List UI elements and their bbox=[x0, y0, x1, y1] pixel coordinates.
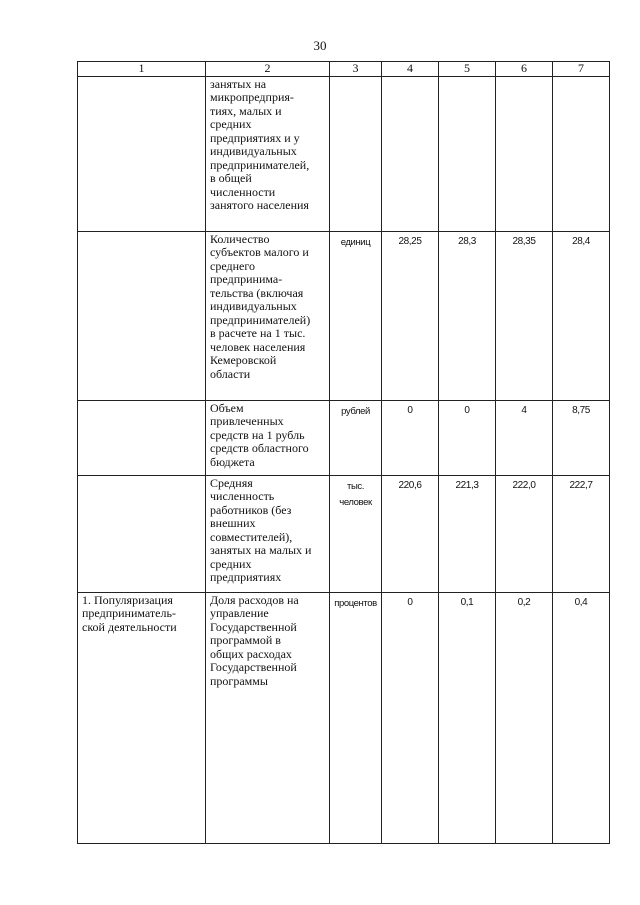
value-cell-7: 222,7 bbox=[553, 475, 610, 592]
unit-cell: процентов bbox=[330, 592, 382, 843]
value-cell-5 bbox=[439, 76, 496, 231]
value-cell-6: 0,2 bbox=[496, 592, 553, 843]
value-cell-4: 28,25 bbox=[382, 231, 439, 400]
program-cell bbox=[78, 400, 206, 475]
table-row bbox=[78, 76, 610, 231]
value-cell-4 bbox=[382, 76, 439, 231]
program-cell bbox=[78, 76, 206, 231]
value-cell-5: 221,3 bbox=[439, 475, 496, 592]
header-row bbox=[78, 62, 610, 77]
value-cell-4: 0 bbox=[382, 592, 439, 843]
value-cell-6: 4 bbox=[496, 400, 553, 475]
table-row bbox=[78, 231, 610, 400]
unit-cell: единиц bbox=[330, 231, 382, 400]
value-cell-7 bbox=[553, 76, 610, 231]
value-cell-4: 220,6 bbox=[382, 475, 439, 592]
table-row bbox=[78, 475, 610, 592]
program-cell: 1. Популяризация предприниматель- ской деятельности bbox=[78, 592, 206, 843]
value-cell-6 bbox=[496, 76, 553, 231]
value-cell-7: 8,75 bbox=[553, 400, 610, 475]
program-cell bbox=[78, 231, 206, 400]
indicators-table bbox=[77, 61, 610, 844]
value-cell-5: 0,1 bbox=[439, 592, 496, 843]
indicator-cell: Доля расходов на управление Государственной программой в общих расходах Государственной программы bbox=[206, 592, 330, 843]
value-cell-6: 222,0 bbox=[496, 475, 553, 592]
unit-cell bbox=[330, 76, 382, 231]
value-cell-5: 28,3 bbox=[439, 231, 496, 400]
indicator-cell: Объем привлеченных средств на 1 рубль средств областного бюджета bbox=[206, 400, 330, 475]
value-cell-4: 0 bbox=[382, 400, 439, 475]
column-header-7: 7 bbox=[553, 62, 610, 77]
value-cell-5: 0 bbox=[439, 400, 496, 475]
indicator-cell: Средняя численность работников (без внешних совместителей), занятых на малых и средних предприятиях bbox=[206, 475, 330, 592]
unit-cell: тыс. человек bbox=[330, 475, 382, 592]
page-number: 30 bbox=[313, 38, 327, 53]
column-header-2: 2 bbox=[206, 62, 330, 77]
indicator-cell: занятых на микропредприя- тиях, малых и средних предприятиях и у индивидуальных предпринимателей, в общей численности занятого населения bbox=[206, 76, 330, 231]
program-cell bbox=[78, 475, 206, 592]
value-cell-7: 28,4 bbox=[553, 231, 610, 400]
column-header-6: 6 bbox=[496, 62, 553, 77]
column-header-5: 5 bbox=[439, 62, 496, 77]
indicator-cell: Количество субъектов малого и среднего предпринима- тельства (включая индивидуальных предпринимателей) в расчете на 1 тыс. человек населения Кемеровской области bbox=[206, 231, 330, 400]
table-row bbox=[78, 400, 610, 475]
column-header-3: 3 bbox=[330, 62, 382, 77]
unit-cell: рублей bbox=[330, 400, 382, 475]
column-header-1: 1 bbox=[78, 62, 206, 77]
value-cell-7: 0,4 bbox=[553, 592, 610, 843]
column-header-4: 4 bbox=[382, 62, 439, 77]
value-cell-6: 28,35 bbox=[496, 231, 553, 400]
table-row bbox=[78, 592, 610, 843]
